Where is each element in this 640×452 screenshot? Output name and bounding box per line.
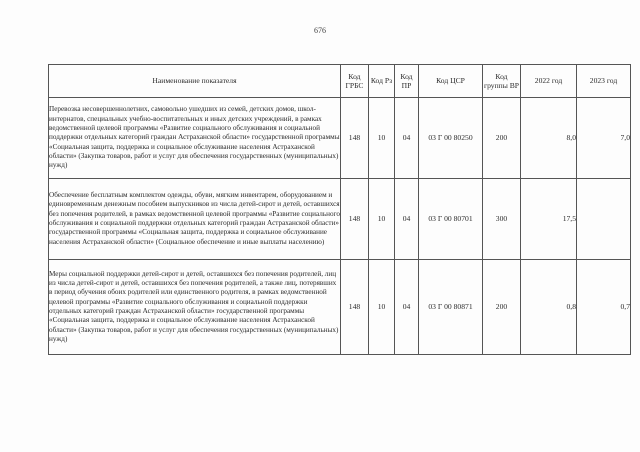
row-name: Меры социальной поддержки детей-сирот и детей, оставшихся без попечения родителей, лиц из числа детей-сирот и детей, оставшихся без попечения родителей, а также лиц, потерявших в период обучения обоих родителей или единственного родителя, в рамках ведомственной целевой программы «Развитие социального обслуживания и социальной поддержки отдельных категорий граждан Астраханской области» государственной программы «Социальная защита, поддержка и социальное обслуживание населения Астраханской области» (Закупка товаров, работ и услуг для обеспечения государственных (муниципальных) нужд)	[49, 260, 341, 355]
row-2022: 8,0	[521, 98, 577, 179]
row-2023: 0,7	[577, 260, 631, 355]
row-2022: 0,8	[521, 260, 577, 355]
header-2023: 2023 год	[577, 65, 631, 98]
header-vr: Код группы ВР	[483, 65, 521, 98]
row-vr: 300	[483, 179, 521, 260]
row-vr: 200	[483, 260, 521, 355]
budget-table	[48, 64, 631, 355]
row-rz: 10	[369, 260, 395, 355]
row-grbs: 148	[341, 260, 369, 355]
header-2022: 2022 год	[521, 65, 577, 98]
header-grbs: Код ГРБС	[341, 65, 369, 98]
row-rz: 10	[369, 179, 395, 260]
row-grbs: 148	[341, 98, 369, 179]
row-pr: 04	[395, 260, 419, 355]
row-csr: 03 Г 00 80701	[419, 179, 483, 260]
table-row	[49, 98, 631, 179]
row-2023: 7,0	[577, 98, 631, 179]
table-header-row	[49, 65, 631, 98]
row-2023	[577, 179, 631, 260]
row-name: Перевозка несовершеннолетних, самовольно ушедших из семей, детских домов, школ-интернатов, специальных учебно-воспитательных и иных детских учреждений, в рамках ведомственной целевой программы «Развитие социального обслуживания и социальной поддержки отдельных категорий граждан Астраханской области» государственной программы «Социальная защита, поддержка и социальное обслуживание населения Астраханской области» (Закупка товаров, работ и услуг для обеспечения государственных (муниципальных) нужд)	[49, 98, 341, 179]
row-csr: 03 Г 00 80250	[419, 98, 483, 179]
row-csr: 03 Г 00 80871	[419, 260, 483, 355]
table-row	[49, 179, 631, 260]
header-name: Наименование показателя	[49, 65, 341, 98]
header-csr: Код ЦСР	[419, 65, 483, 98]
page-number: 676	[314, 26, 326, 35]
row-pr: 04	[395, 179, 419, 260]
row-grbs: 148	[341, 179, 369, 260]
row-rz: 10	[369, 98, 395, 179]
table-row	[49, 260, 631, 355]
header-rz: Код Рз	[369, 65, 395, 98]
row-vr: 200	[483, 98, 521, 179]
row-name: Обеспечение бесплатным комплектом одежды, обуви, мягким инвентарем, оборудованием и единовременным денежным пособием выпускников из числа детей-сирот и детей, оставшихся без попечения родителей, в рамках ведомственной целевой программы «Развитие социального обслуживания и социальной поддержки отдельных категорий граждан Астраханской области» государственной программы «Социальная защита, поддержка и социальное обслуживание населения Астраханской области» (Социальное обеспечение и иные выплаты населению)	[49, 179, 341, 260]
header-pr: Код ПР	[395, 65, 419, 98]
row-2022: 17,5	[521, 179, 577, 260]
row-pr: 04	[395, 98, 419, 179]
